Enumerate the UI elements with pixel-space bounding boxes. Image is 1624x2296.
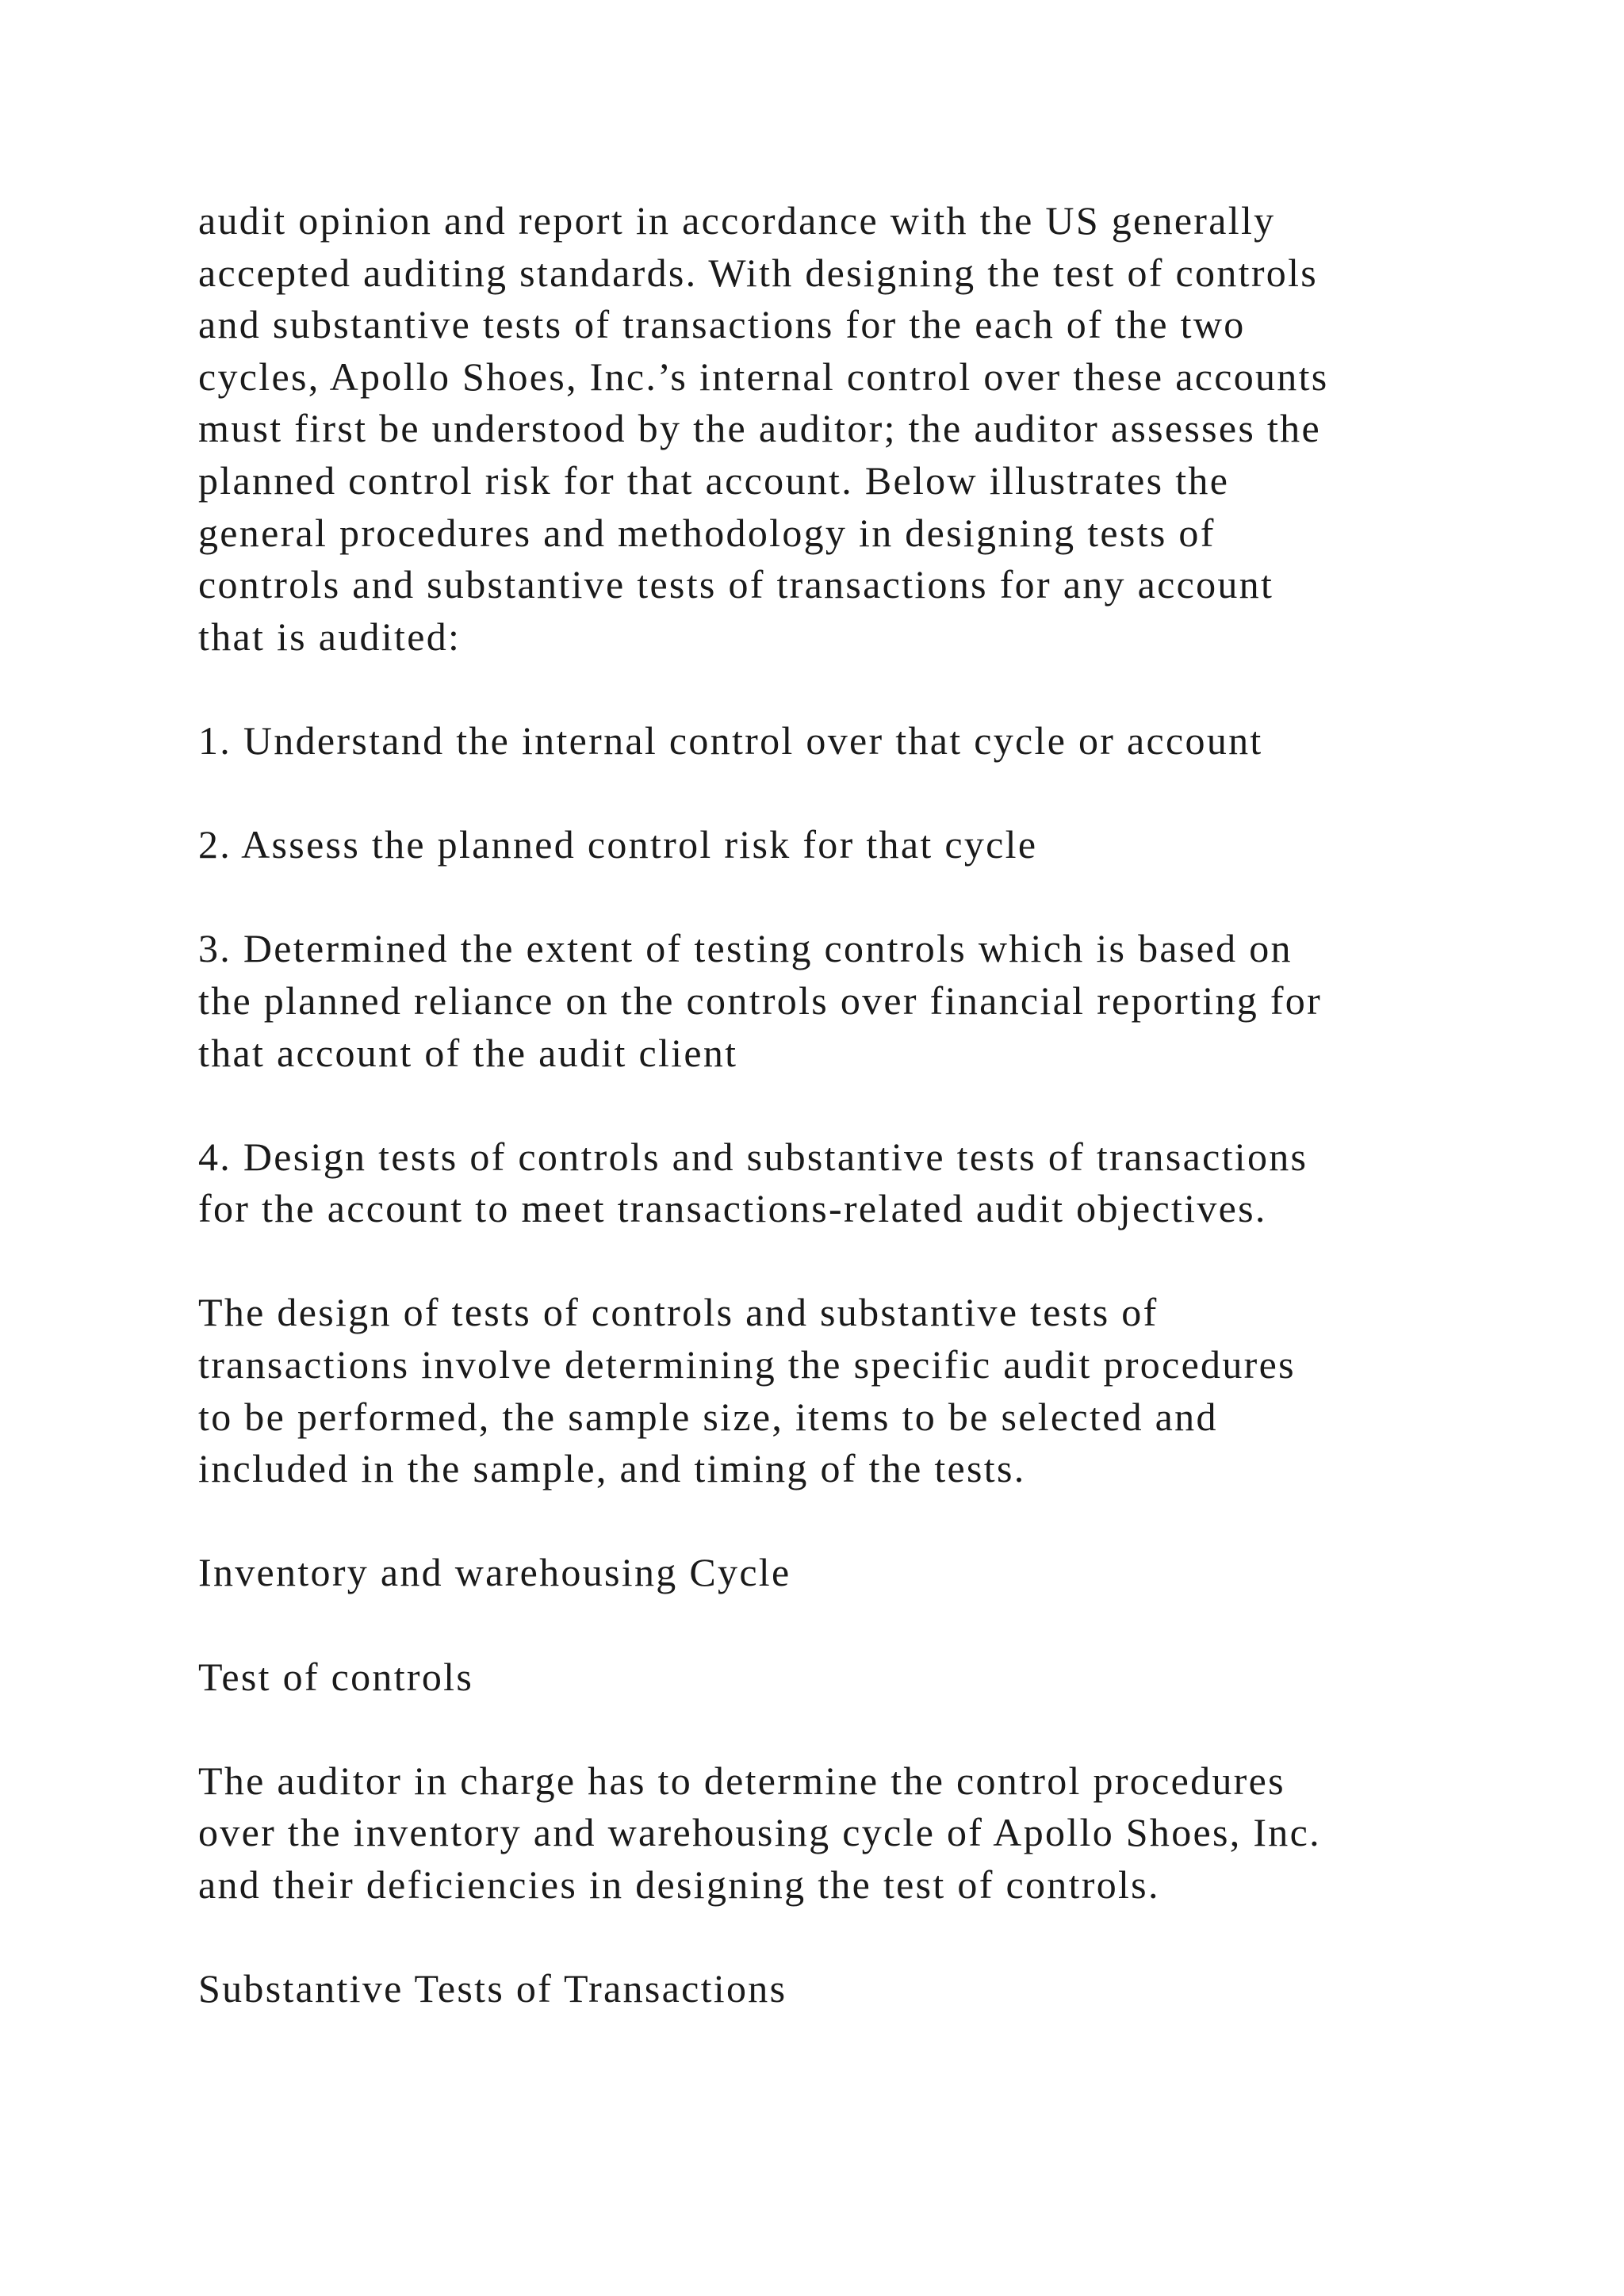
text-line: that account of the audit client	[198, 1030, 738, 1075]
text-line: general procedures and methodology in designing tests of	[198, 510, 1216, 555]
text-line: 2. Assess the planned control risk for that cycle	[198, 822, 1038, 867]
design-paragraph	[198, 1287, 1483, 1494]
text-line: 3. Determined the extent of testing controls which is based on	[198, 926, 1293, 971]
text-line: planned control risk for that account. Below illustrates the	[198, 457, 1230, 503]
text-line: cycles, Apollo Shoes, Inc.’s internal control over these accounts	[198, 354, 1329, 399]
text-line: controls and substantive tests of transactions for any account	[198, 562, 1274, 607]
text-line: included in the sample, and timing of the tests.	[198, 1446, 1026, 1491]
text-line: accepted auditing standards. With designing the test of controls	[198, 250, 1319, 295]
text-line: and their deficiencies in designing the test of controls.	[198, 1862, 1160, 1907]
text-line: audit opinion and report in accordance with the US generally	[198, 198, 1276, 243]
text-line: The design of tests of controls and substantive tests of	[198, 1290, 1159, 1335]
document-body	[198, 195, 1483, 2067]
section-heading: Inventory and warehousing Cycle	[198, 1550, 791, 1595]
subheading-substantive-tests: Substantive Tests of Transactions	[198, 1966, 787, 2011]
text-line: transactions involve determining the specific audit procedures	[198, 1342, 1296, 1387]
subheading-test-of-controls: Test of controls	[198, 1654, 474, 1699]
step-3	[198, 923, 1483, 1079]
controls-paragraph	[198, 1755, 1483, 1911]
step-4	[198, 1131, 1483, 1235]
text-line: and substantive tests of transactions for the each of the two	[198, 302, 1246, 347]
text-line: that is audited:	[198, 614, 462, 659]
intro-paragraph	[198, 195, 1483, 663]
text-line: to be performed, the sample size, items to be selected and	[198, 1394, 1218, 1439]
step-2	[198, 819, 1483, 871]
text-line: The auditor in charge has to determine the control procedures	[198, 1758, 1285, 1803]
text-line: the planned reliance on the controls over financial reporting for	[198, 978, 1323, 1023]
text-line: 1. Understand the internal control over that cycle or account	[198, 718, 1263, 763]
text-line: over the inventory and warehousing cycle of Apollo Shoes, Inc.	[198, 1810, 1321, 1855]
step-1	[198, 715, 1483, 767]
text-line: must first be understood by the auditor; the auditor assesses the	[198, 406, 1321, 451]
text-line: for the account to meet transactions-related audit objectives.	[198, 1186, 1267, 1231]
text-line: 4. Design tests of controls and substantive tests of transactions	[198, 1134, 1308, 1179]
